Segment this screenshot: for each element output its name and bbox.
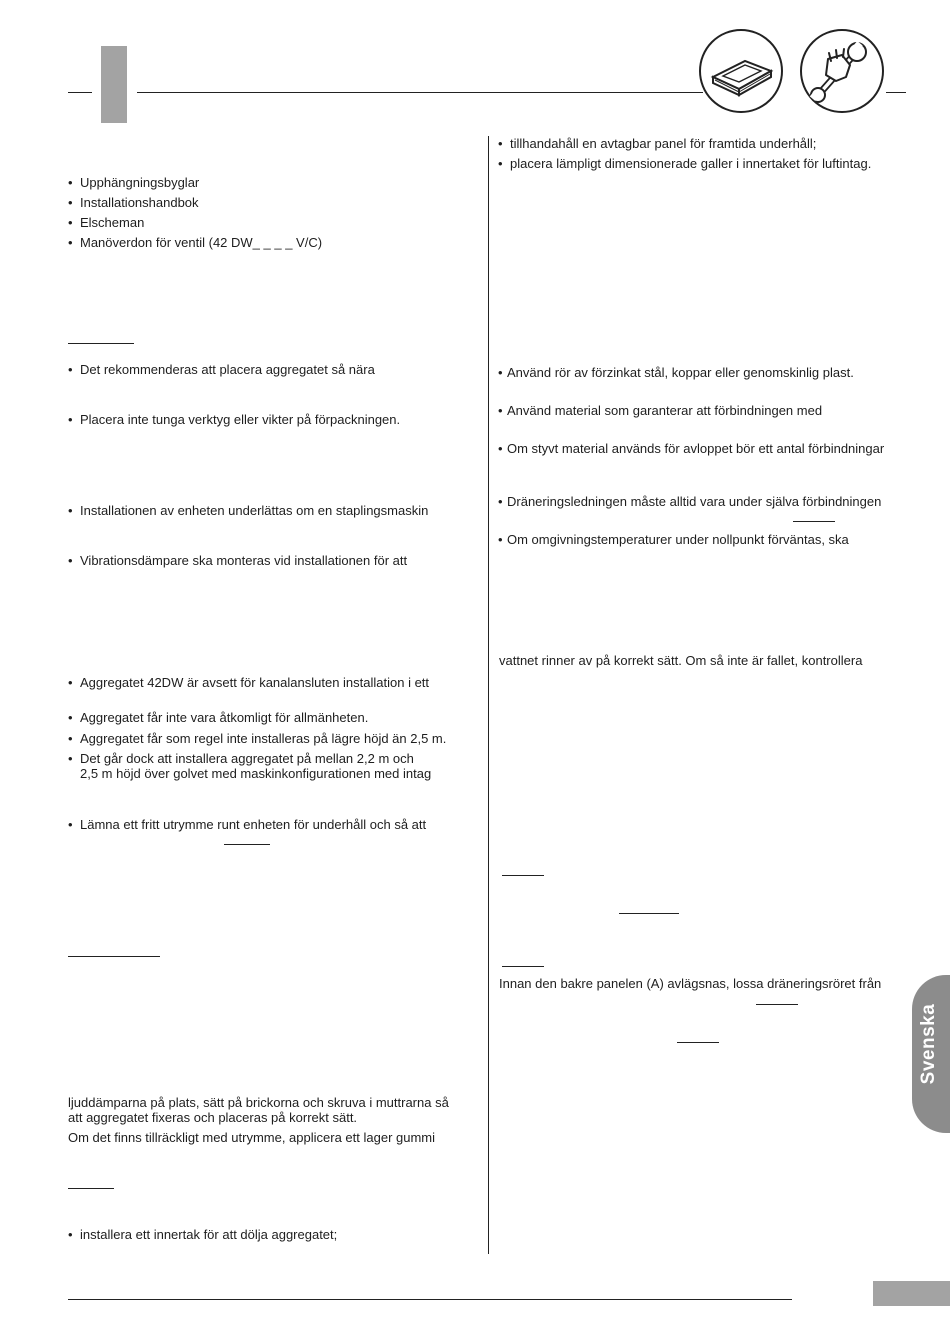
bullet-icon: • bbox=[68, 731, 73, 746]
section-underline bbox=[502, 875, 544, 876]
header-rule-right bbox=[886, 92, 906, 93]
header-gray-bar bbox=[101, 46, 127, 123]
section-underline bbox=[793, 521, 835, 522]
manual-book-icon bbox=[701, 31, 781, 111]
list-item: Aggregatet får inte vara åtkomligt för allmänheten. bbox=[80, 710, 369, 725]
list-item: Upphängningsbyglar bbox=[80, 175, 200, 190]
bullet-icon: • bbox=[68, 553, 73, 568]
list-item: Installationen av enheten underlättas om en staplingsmaskin bbox=[80, 503, 429, 518]
list-item: Aggregatet 42DW är avsett för kanalansluten installation i ett bbox=[80, 675, 430, 690]
bullet-icon: • bbox=[498, 156, 503, 171]
list-item: placera lämpligt dimensionerade galler i innertaket för luftintag. bbox=[510, 156, 872, 171]
list-item: Aggregatet får som regel inte installeras på lägre höjd än 2,5 m. bbox=[80, 731, 447, 746]
paragraph-line: att aggregatet fixeras och placeras på korrekt sätt. bbox=[68, 1110, 358, 1125]
list-item: Det går dock att installera aggregatet på mellan 2,2 m och bbox=[80, 751, 414, 766]
list-item: Använd material som garanterar att förbindningen med bbox=[507, 403, 823, 418]
bullet-icon: • bbox=[68, 412, 73, 427]
bullet-icon: • bbox=[68, 751, 73, 766]
bullet-icon: • bbox=[68, 503, 73, 518]
page-number-block bbox=[873, 1281, 950, 1306]
bullet-icon: • bbox=[68, 215, 73, 230]
list-item: Använd rör av förzinkat stål, koppar eller genomskinlig plast. bbox=[507, 365, 854, 380]
language-tab-label: Svenska bbox=[918, 1003, 939, 1085]
bullet-icon: • bbox=[68, 175, 73, 190]
list-item: Om omgivningstemperaturer under nollpunkt förväntas, ska bbox=[507, 532, 849, 547]
list-item: Manöverdon för ventil (42 DW_ _ _ _ V/C) bbox=[80, 235, 323, 250]
wrench-hand-icon bbox=[802, 31, 882, 111]
bullet-icon: • bbox=[68, 235, 73, 250]
paragraph-line: Om det finns tillräckligt med utrymme, applicera ett lager gummi bbox=[68, 1130, 436, 1145]
bullet-icon: • bbox=[498, 532, 503, 547]
list-item: Lämna ett fritt utrymme runt enheten för underhåll och så att bbox=[80, 817, 427, 832]
section-underline bbox=[68, 956, 160, 957]
bullet-icon: • bbox=[498, 441, 503, 456]
list-item: Elscheman bbox=[80, 215, 145, 230]
column-divider bbox=[488, 136, 489, 1254]
list-item: Vibrationsdämpare ska monteras vid installationen för att bbox=[80, 553, 408, 568]
list-item: Dräneringsledningen måste alltid vara under själva förbindningen bbox=[507, 494, 882, 509]
bullet-icon: • bbox=[68, 195, 73, 210]
section-underline bbox=[677, 1042, 719, 1043]
list-item: tillhandahåll en avtagbar panel för framtida underhåll; bbox=[510, 136, 817, 151]
section-underline bbox=[502, 966, 544, 967]
list-item: Installationshandbok bbox=[80, 195, 199, 210]
section-underline bbox=[756, 1004, 798, 1005]
section-underline bbox=[224, 844, 270, 845]
section-underline bbox=[68, 343, 134, 344]
tools-icon-circle bbox=[800, 29, 884, 113]
header-rule-main bbox=[137, 92, 703, 93]
bullet-icon: • bbox=[68, 817, 73, 832]
list-item: Om styvt material används för avloppet bör ett antal förbindningar bbox=[507, 441, 885, 456]
footer-rule bbox=[68, 1299, 792, 1300]
list-item: installera ett innertak för att dölja aggregatet; bbox=[80, 1227, 338, 1242]
paragraph-line: vattnet rinner av på korrekt sätt. Om så inte är fallet, kontrollera bbox=[499, 653, 863, 668]
paragraph-line: Innan den bakre panelen (A) avlägsnas, lossa dräneringsröret från bbox=[499, 976, 882, 991]
bullet-icon: • bbox=[498, 365, 503, 380]
list-item: Det rekommenderas att placera aggregatet så nära bbox=[80, 362, 375, 377]
bullet-icon: • bbox=[498, 136, 503, 151]
bullet-icon: • bbox=[68, 362, 73, 377]
bullet-icon: • bbox=[68, 1227, 73, 1242]
manual-icon-circle bbox=[699, 29, 783, 113]
paragraph-line: ljuddämparna på plats, sätt på brickorna och skruva i muttrarna så bbox=[68, 1095, 449, 1110]
bullet-icon: • bbox=[498, 494, 503, 509]
section-underline bbox=[68, 1188, 114, 1189]
header-rule-left bbox=[68, 92, 92, 93]
bullet-icon: • bbox=[68, 710, 73, 725]
list-item-continuation: 2,5 m höjd över golvet med maskinkonfigurationen med intag bbox=[80, 766, 432, 781]
bullet-icon: • bbox=[68, 675, 73, 690]
bullet-icon: • bbox=[498, 403, 503, 418]
section-underline bbox=[619, 913, 679, 914]
list-item: Placera inte tunga verktyg eller vikter på förpackningen. bbox=[80, 412, 401, 427]
